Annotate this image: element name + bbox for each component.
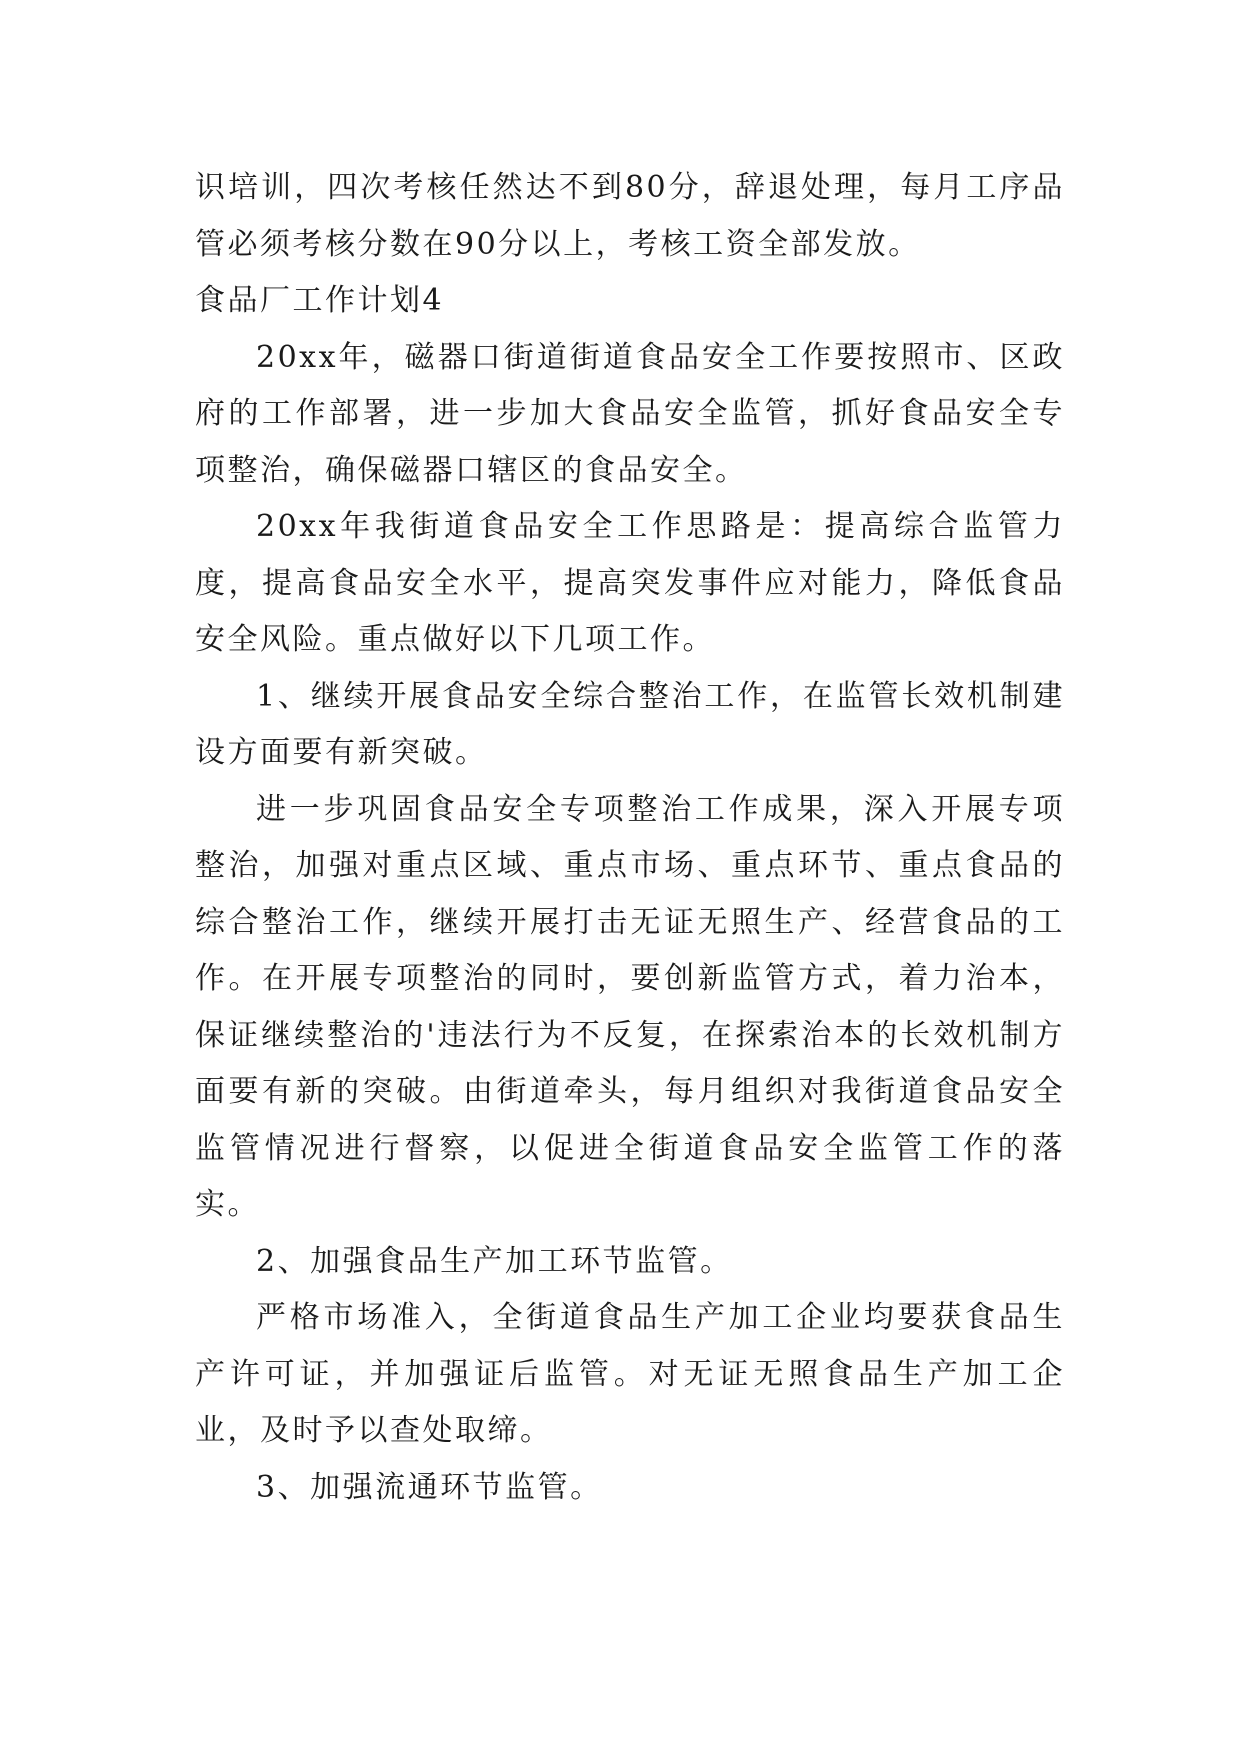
- item-2-heading: 2、加强食品生产加工环节监管。: [256, 1243, 733, 1279]
- paragraph-continuation: 识培训，四次考核任然达不到80分，辞退处理，每月工序品管必须考核分数在90分以上，考核工资全部发放。: [195, 170, 1065, 262]
- item-3-heading: 3、加强流通环节监管。: [256, 1469, 603, 1505]
- paragraph-intro: 20xx年，磁器口街道街道食品安全工作要按照市、区政府的工作部署，进一步加大食品安全监管，抓好食品安全专项整治，确保磁器口辖区的食品安全。: [195, 339, 1065, 488]
- document-body: [195, 160, 1065, 1516]
- section-heading: 食品厂工作计划4: [195, 283, 445, 318]
- paragraph-approach: 20xx年我街道食品安全工作思路是：提高综合监管力度，提高食品安全水平，提高突发事件应对能力，降低食品安全风险。重点做好以下几项工作。: [195, 509, 1065, 657]
- item-2-body: 严格市场准入，全街道食品生产加工企业均要获食品生产许可证，并加强证后监管。对无证无照食品生产加工企业，及时予以查处取缔。: [195, 1300, 1065, 1448]
- item-1-heading: 1、继续开展食品安全综合整治工作，在监管长效机制建设方面要有新突破。: [195, 678, 1065, 770]
- item-1-body: 进一步巩固食品安全专项整治工作成果，深入开展专项整治，加强对重点区域、重点市场、重点环节、重点食品的综合整治工作，继续开展打击无证无照生产、经营食品的工作。在开展专项整治的同时，要创新监管方式，着力治本，保证继续整治的'违法行为不反复，在探索治本的长效机制方面要有新的突破。由街道牵头，每月组织对我街道食品安全监管情况进行督察，以促进全街道食品安全监管工作的落实。: [195, 791, 1065, 1222]
